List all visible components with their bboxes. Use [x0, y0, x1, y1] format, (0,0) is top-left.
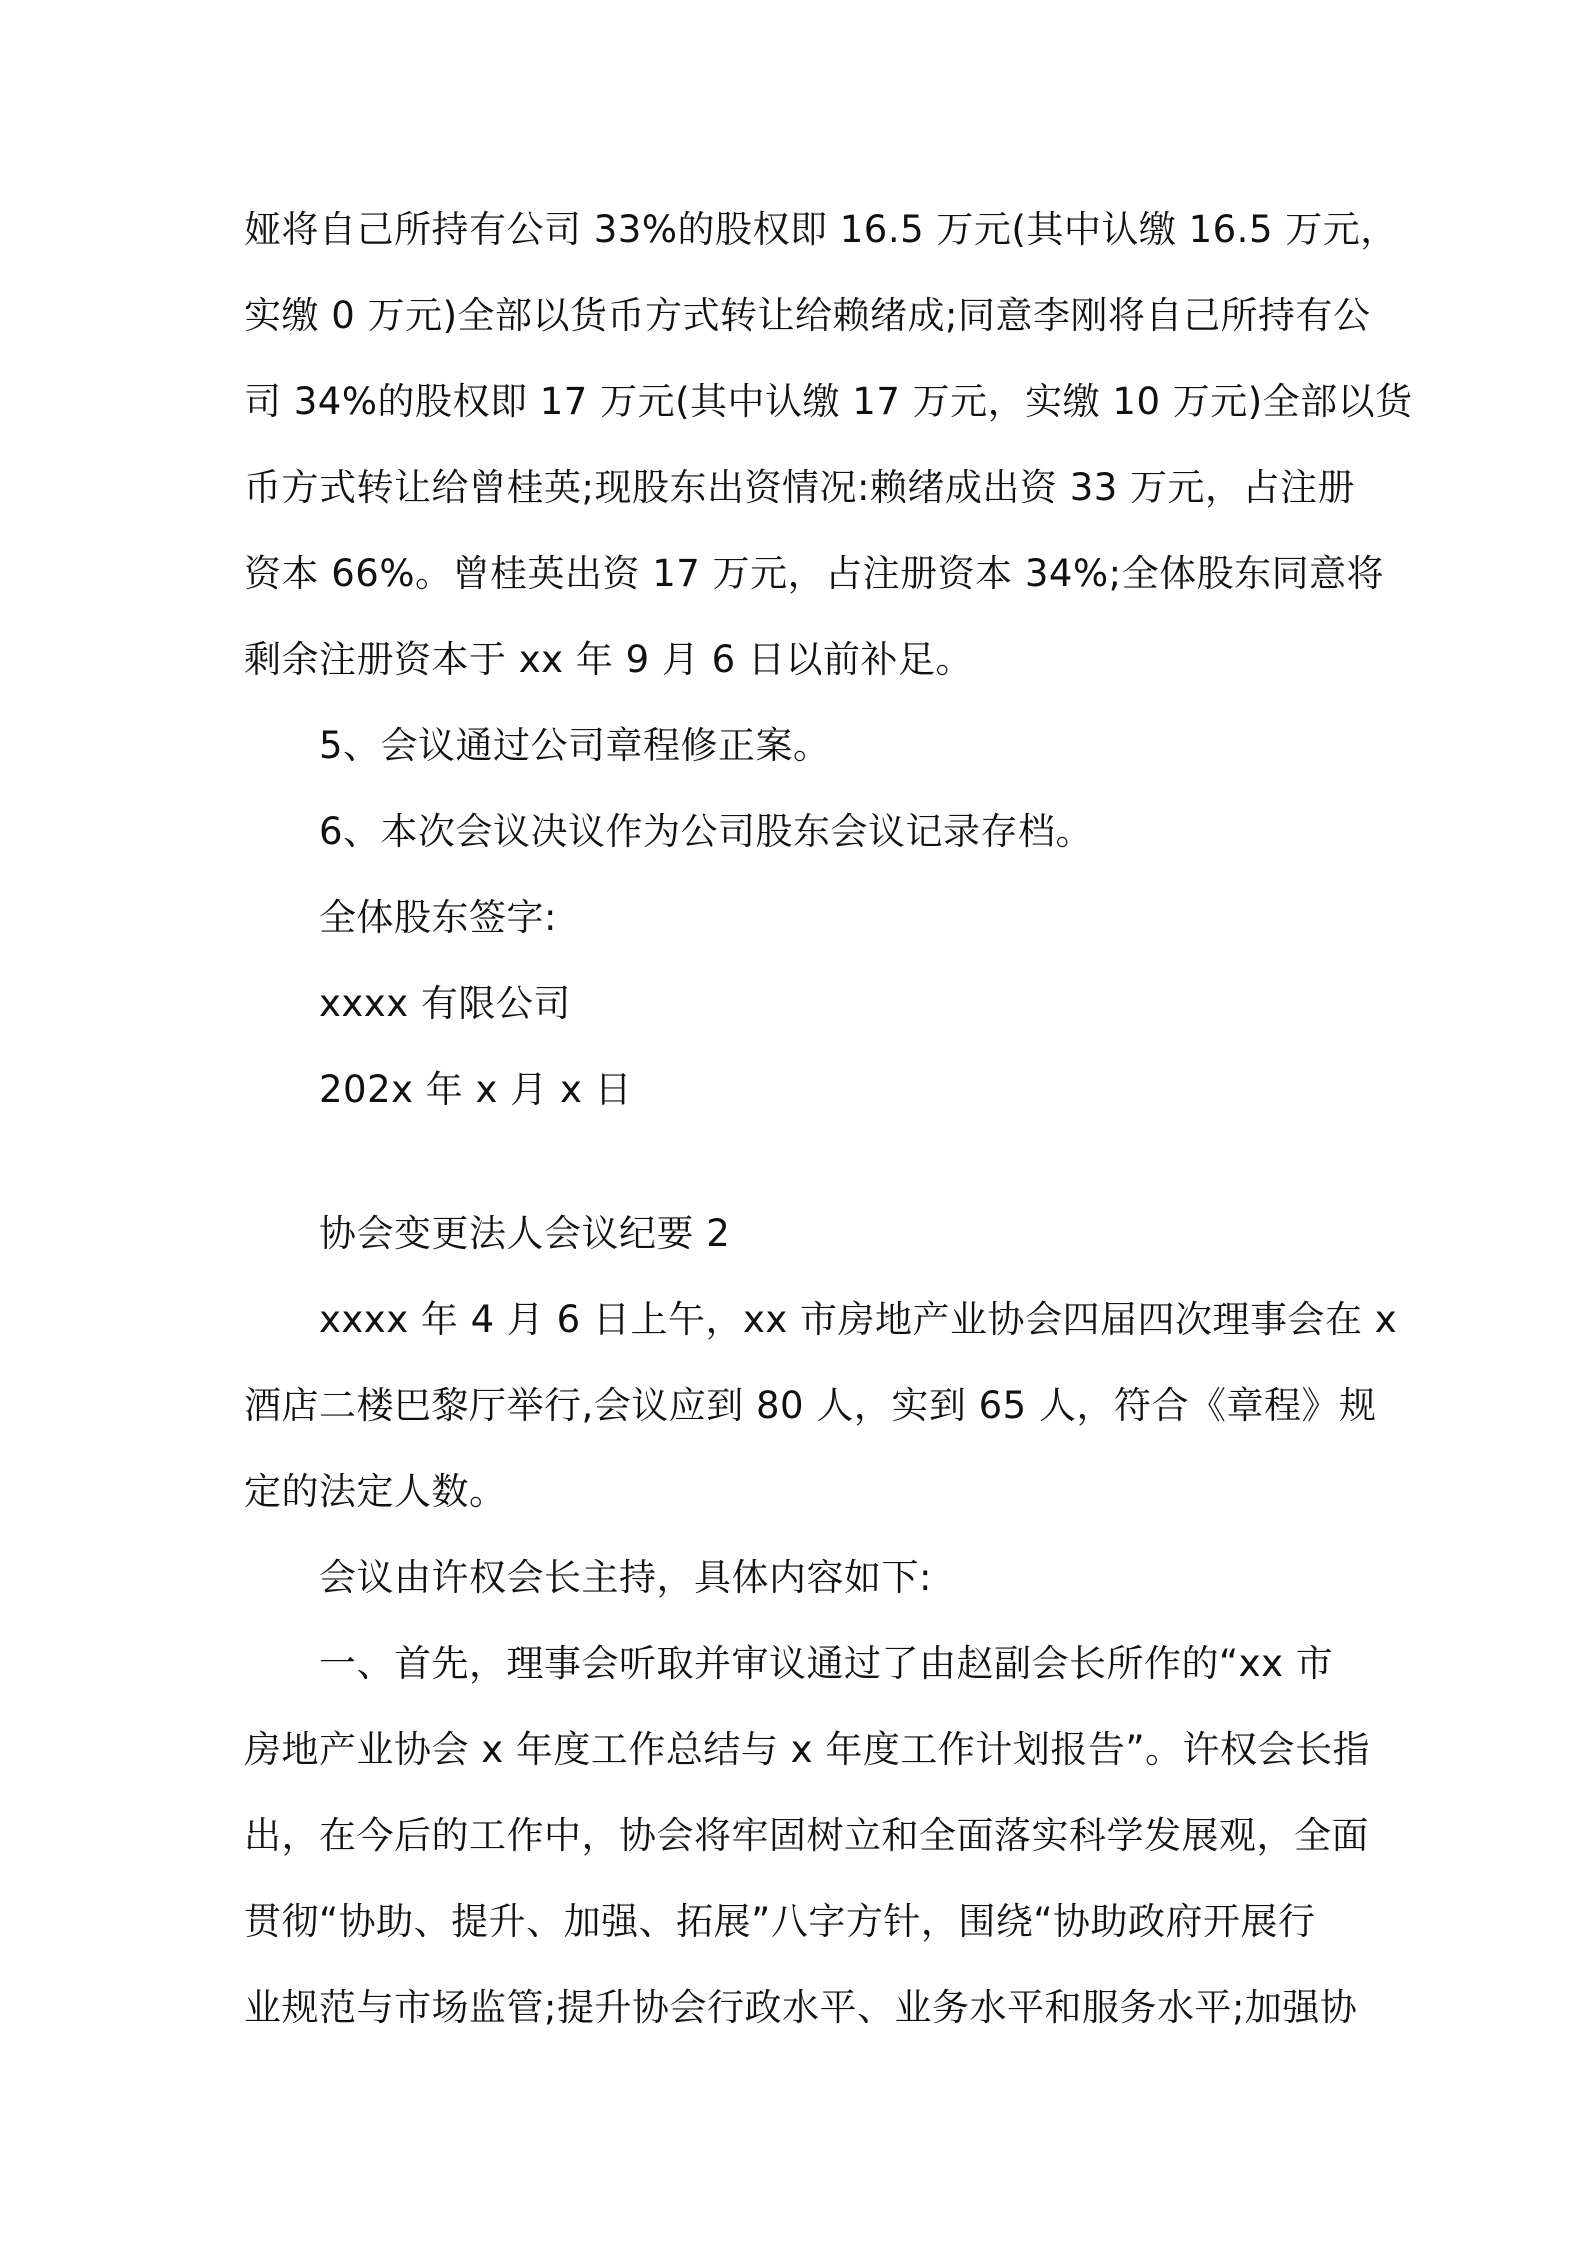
paragraph-line: 资本 66%。曾桂英出资 17 万元，占注册资本 34%;全体股东同意将: [244, 552, 1385, 595]
host-line: 会议由许权会长主持，具体内容如下:: [319, 1556, 932, 1599]
point1-line: 贯彻“协助、提升、加强、拓展”八字方针，围绕“协助政府开展行: [244, 1900, 1316, 1943]
resolution-item-5: 5、会议通过公司章程修正案。: [319, 724, 831, 767]
minutes-title: 协会变更法人会议纪要 2: [319, 1212, 731, 1255]
resolution-item-6: 6、本次会议决议作为公司股东会议记录存档。: [319, 810, 1094, 853]
point1-line: 出，在今后的工作中，协会将牢固树立和全面落实科学发展观，全面: [244, 1814, 1369, 1857]
minutes-title-block: [244, 1191, 1359, 1277]
paragraph-line: 剩余注册资本于 xx 年 9 月 6 日以前补足。: [244, 638, 973, 681]
intro-line: 定的法定人数。: [244, 1470, 507, 1513]
paragraph-line: 币方式转让给曾桂英;现股东出资情况:赖绪成出资 33 万元，占注册: [244, 466, 1356, 509]
intro-line: xxxx 年 4 月 6 日上午，xx 市房地产业协会四届四次理事会在 x: [319, 1298, 1398, 1341]
paragraph-line: 司 34%的股权即 17 万元(其中认缴 17 万元，实缴 10 万元)全部以货: [244, 380, 1413, 423]
signature-label: 全体股东签字:: [319, 896, 557, 939]
document-date: 202x 年 x 月 x 日: [319, 1068, 633, 1111]
point1-line: 房地产业协会 x 年度工作总结与 x 年度工作计划报告”。许权会长指: [244, 1728, 1371, 1771]
company-name: xxxx 有限公司: [319, 982, 571, 1025]
minutes-body: [244, 1277, 1398, 2051]
intro-line: 酒店二楼巴黎厅举行,会议应到 80 人，实到 65 人，符合《章程》规: [244, 1384, 1377, 1427]
resolution-section: [244, 187, 1413, 1133]
point1-line: 业规范与市场监管;提升协会行政水平、业务水平和服务水平;加强协: [244, 1986, 1358, 2029]
paragraph-line: 娅将自己所持有公司 33%的股权即 16.5 万元(其中认缴 16.5 万元，: [244, 208, 1398, 251]
paragraph-line: 实缴 0 万元)全部以货币方式转让给赖绪成;同意李刚将自己所持有公: [244, 294, 1371, 337]
point1-line: 一、首先，理事会听取并审议通过了由赵副会长所作的“xx 市: [319, 1642, 1334, 1685]
